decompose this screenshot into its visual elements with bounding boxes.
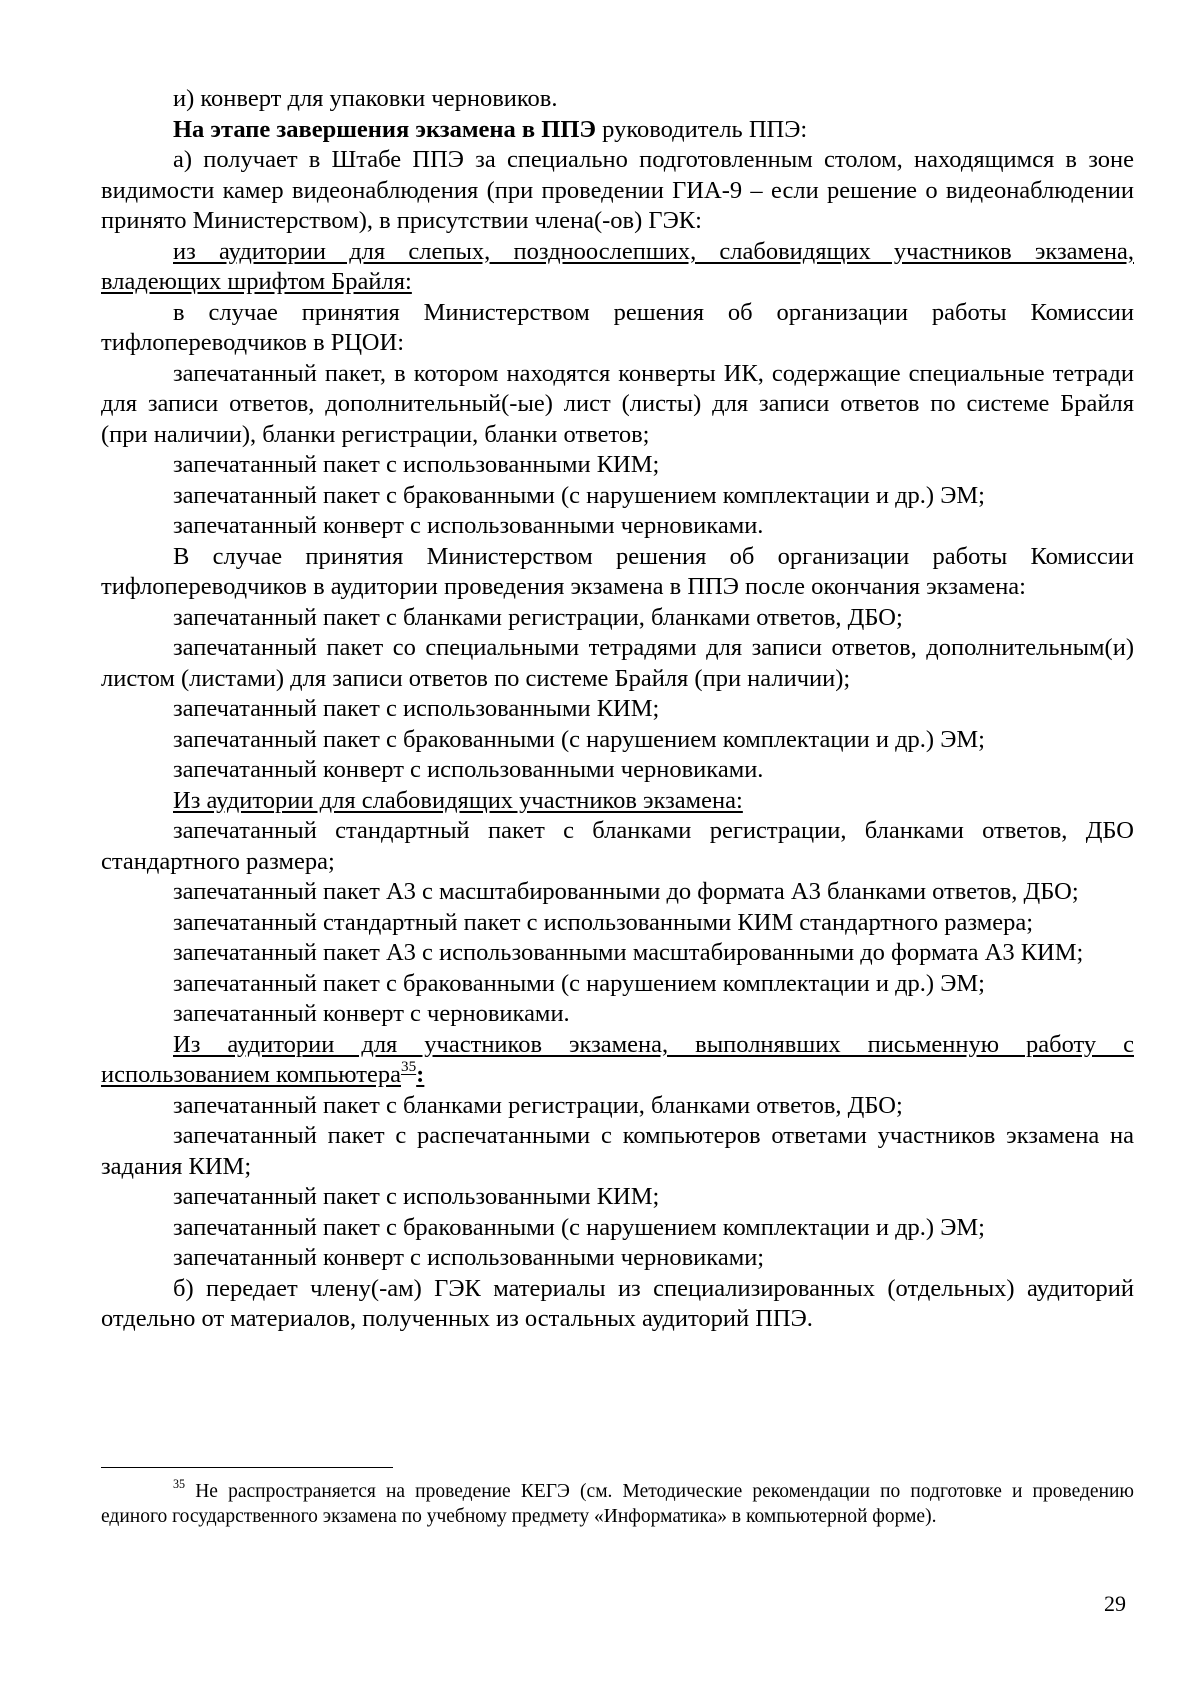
paragraph (101, 542, 1134, 603)
paragraph (101, 511, 1134, 542)
paragraph-text: запечатанный пакет А3 с использованными масштабированными до формата А3 КИМ; (173, 939, 1084, 966)
underlined-subheading: Из аудитории для участников экзамена, выполнявших письменную работу с использованием компьютера (101, 1030, 1134, 1088)
paragraph (101, 1091, 1134, 1122)
footnote-mark: 35 (173, 1476, 186, 1491)
paragraph-text: запечатанный пакет с бракованными (с нарушением комплектации и др.) ЭМ; (173, 969, 985, 997)
page-number: 29 (1104, 1591, 1126, 1616)
paragraph (101, 1213, 1134, 1244)
paragraph (101, 999, 1134, 1030)
paragraph-text: запечатанный конверт с черновиками. (173, 1000, 570, 1027)
paragraph (101, 908, 1134, 939)
paragraph-text: запечатанный конверт с использованными черновиками; (173, 1244, 765, 1271)
paragraph-text: запечатанный конверт с использованными черновиками. (173, 512, 764, 539)
paragraph (101, 1274, 1134, 1335)
paragraph (101, 1182, 1134, 1213)
paragraph (101, 481, 1134, 512)
paragraph (101, 877, 1134, 908)
paragraph-text: запечатанный пакет с распечатанными с компьютеров ответами участников экзамена на задания КИМ; (101, 1122, 1134, 1180)
paragraph-text: запечатанный пакет с бракованными (с нарушением комплектации и др.) ЭМ; (173, 1213, 985, 1241)
footnote-separator (101, 1467, 393, 1468)
paragraph-text: запечатанный пакет с использованными КИМ; (173, 451, 660, 478)
paragraph-text: запечатанный пакет с бланками регистрации, бланками ответов, ДБО; (173, 1091, 903, 1119)
paragraph (101, 816, 1134, 877)
paragraph-text: запечатанный пакет, в котором находятся конверты ИК, содержащие специальные тетради для записи ответов, дополнительный(-ые) лист (листы) для записи ответов по системе Брайля (при наличии), бланки регистрации, бланки ответов; (101, 359, 1134, 448)
paragraph (101, 969, 1134, 1000)
paragraph-text: б) передает члену(-ам) ГЭК материалы из специализированных (отдельных) аудиторий отдельно от материалов, полученных из остальных аудиторий ППЭ. (101, 1274, 1134, 1332)
paragraph-text: руководитель ППЭ: (596, 115, 808, 143)
page-body (101, 84, 1134, 1335)
paragraph (101, 603, 1134, 634)
paragraph-text: запечатанный пакет с использованными КИМ; (173, 1183, 660, 1210)
underlined-subheading: Из аудитории для слабовидящих участников экзамена: (173, 786, 743, 814)
paragraph (101, 755, 1134, 786)
paragraph (101, 633, 1134, 694)
paragraph-text: запечатанный пакет со специальными тетрадями для записи ответов, дополнительным(и) листом (листами) для записи ответов по системе Брайля (при наличии); (101, 634, 1134, 692)
paragraph (101, 84, 1134, 115)
paragraph (101, 1243, 1134, 1274)
paragraph-text: а) получает в Штабе ППЭ за специально подготовленным столом, находящимся в зоне видимости камер видеонаблюдения (при проведении ГИА-9 – если решение о видеонаблюдении принято Министерством), в присутствии члена(-ов) ГЭК: (101, 146, 1134, 234)
paragraph-text: запечатанный стандартный пакет с использованными КИМ стандартного размера; (173, 908, 1034, 936)
paragraph-text: запечатанный конверт с использованными черновиками. (173, 756, 764, 783)
paragraph (101, 786, 1134, 817)
footnote-text: Не распространяется на проведение КЕГЭ (см. Методические рекомендации по подготовке и проведению единого государственного экзамена по учебному предмету «Информатика» в компьютерной форме). (101, 1481, 1134, 1527)
paragraph (101, 1121, 1134, 1182)
paragraph (101, 145, 1134, 237)
paragraph (101, 298, 1134, 359)
underlined-subheading: из аудитории для слепых, поздноослепших, слабовидящих участников экзамена, владеющих шрифтом Брайля: (101, 237, 1134, 295)
paragraph-text: запечатанный пакет А3 с масштабированными до формата А3 бланками ответов, ДБО; (173, 878, 1079, 905)
section-heading-bold: На этапе завершения экзамена в ППЭ (173, 115, 597, 143)
paragraph-text: и) конверт для упаковки черновиков. (173, 85, 558, 112)
paragraph (101, 1030, 1134, 1091)
footnote (101, 1476, 1134, 1529)
paragraph-text: В случае принятия Министерством решения об организации работы Комиссии тифлопереводчиков в аудитории проведения экзамена в ППЭ после окончания экзамена: (101, 542, 1134, 600)
paragraph (101, 938, 1134, 969)
paragraph-text: запечатанный пакет с использованными КИМ; (173, 695, 660, 722)
paragraph-text: запечатанный пакет с бланками регистрации, бланками ответов, ДБО; (173, 603, 903, 631)
paragraph (101, 450, 1134, 481)
paragraph-text: запечатанный пакет с бракованными (с нарушением комплектации и др.) ЭМ; (173, 725, 985, 753)
paragraph (101, 725, 1134, 756)
footnote-reference[interactable]: 35 (400, 1057, 417, 1075)
paragraph-text: запечатанный пакет с бракованными (с нарушением комплектации и др.) ЭМ; (173, 481, 985, 509)
paragraph-text: запечатанный стандартный пакет с бланками регистрации, бланками ответов, ДБО стандартного размера; (101, 817, 1134, 875)
subheading-colon: : (416, 1061, 425, 1088)
paragraph (101, 694, 1134, 725)
paragraph (101, 237, 1134, 298)
paragraph-text: в случае принятия Министерством решения об организации работы Комиссии тифлопереводчиков в РЦОИ: (101, 298, 1134, 356)
paragraph (101, 115, 1134, 146)
paragraph (101, 359, 1134, 451)
